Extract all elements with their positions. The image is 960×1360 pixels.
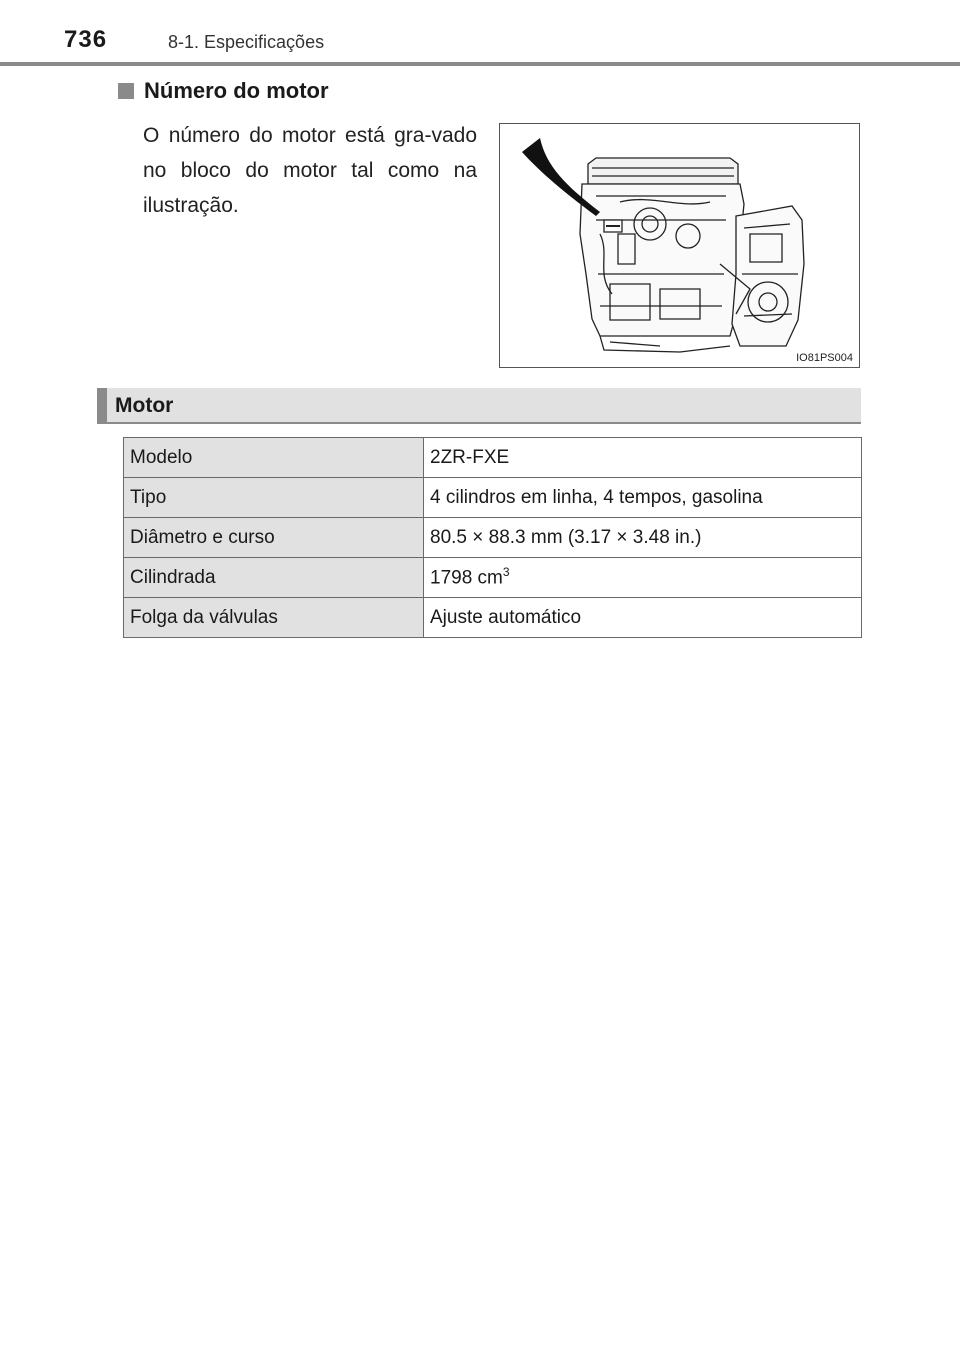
row-label: Diâmetro e curso [124,518,424,558]
band-accent [97,388,107,422]
row-label: Tipo [124,478,424,518]
row-value: 80.5 × 88.3 mm (3.17 × 3.48 in.) [424,518,862,558]
row-value: 4 cilindros em linha, 4 tempos, gasolina [424,478,862,518]
engine-illustration [499,123,860,368]
row-label: Folga da válvulas [124,598,424,638]
table-row [124,478,862,518]
section-paragraph: O número do motor está gra-vado no bloco do motor tal como na ilustração. [143,124,477,217]
value-superscript: 3 [502,565,510,580]
square-bullet-icon [118,83,134,99]
table-title-band [97,388,861,424]
row-value: 2ZR-FXE [424,438,862,478]
page-header [0,0,960,70]
row-value: Ajuste automático [424,598,862,638]
header-rule [0,62,960,66]
section-heading-text: Número do motor [144,78,329,103]
figure-code: IO81PS004 [796,352,853,364]
row-label: Modelo [124,438,424,478]
section-heading [118,78,329,104]
table-row [124,598,862,638]
table-row [124,438,862,478]
chapter-title: 8-1. Especificações [168,32,325,52]
row-label: Cilindrada [124,558,424,598]
page-number: 736 [64,26,108,53]
table-row [124,518,862,558]
engine-spec-table [123,437,862,638]
table-row [124,558,862,598]
row-value [424,558,862,598]
table-title: Motor [115,394,174,417]
value-text: 1798 cm [430,567,503,589]
engine-drawing [500,124,858,366]
